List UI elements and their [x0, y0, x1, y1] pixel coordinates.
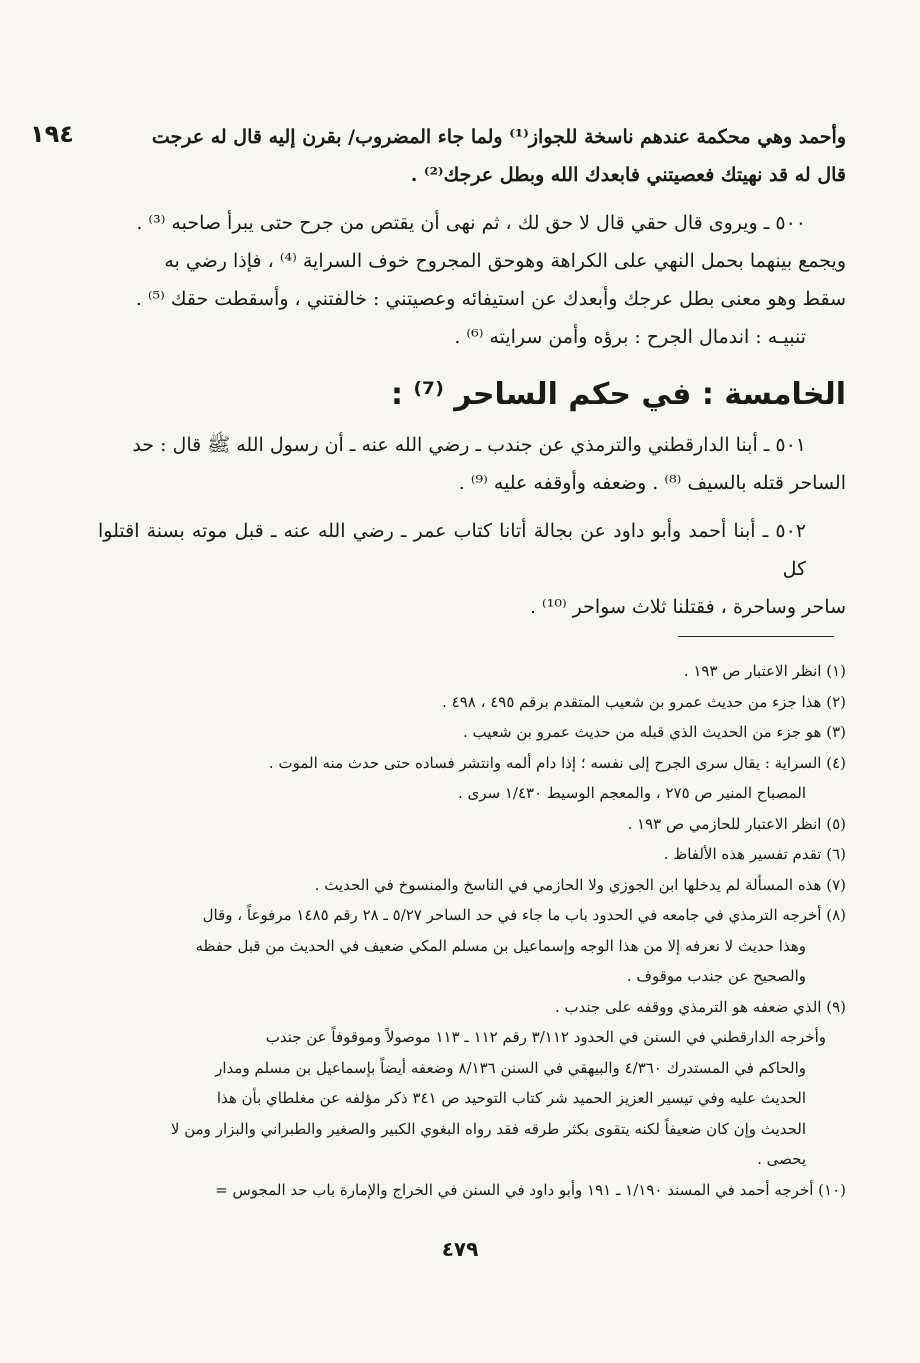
footnote-8-line-2: وهذا حديث لا نعرفه إلا من هذا الوجه وإسماعيل بن مسلم المكي ضعيف في الحديث من قبل حفظه — [195, 936, 806, 955]
notice: تنبيـه : اندمال الجرح : برؤه وأمن سرايته ⁽⁶⁾ . — [454, 326, 806, 348]
item-502-line-1: ٥٠٢ ـ أبنا أحمد وأبو داود عن بجالة أتانا كتاب عمر ـ رضي الله عنه ـ قبل موته بسنة اقتلوا كل — [98, 520, 806, 580]
footnote-8-line-3: والصحيح عن جندب موقوف . — [626, 967, 806, 985]
footnote-9-line-4: الحديث عليه وفي تيسير العزيز الحميد شر كتاب التوحيد ص ٣٤١ ذكر مؤلفه عن مغلطاي بأن هذا — [216, 1089, 806, 1107]
footnote-9: (٩) الذي ضعفه هو الترمذي ووقفه على جندب . — [555, 997, 846, 1016]
footnote-2: (٢) هذا جزء من حديث عمرو بن شعيب المتقدم برقم ٤٩٥ ، ٤٩٨ . — [442, 692, 846, 711]
item-501-line-2: الساحر قتله بالسيف ⁽⁸⁾ . وضعفه وأوقفه عليه ⁽⁹⁾ . — [458, 472, 846, 494]
footnote-7: (٧) هذه المسألة لم يدخلها ابن الجوزي ولا الحازمي في الناسخ والمنسوخ في الحديث . — [314, 875, 846, 894]
footnote-1: (١) انظر الاعتبار ص ١٩٣ . — [683, 662, 846, 680]
item-501 — [98, 426, 846, 502]
section-heading: الخامسة : في حكم الساحر ⁽⁷⁾ : — [390, 377, 846, 412]
footnote-9-line-2: وأخرجه الدارقطني في السنن في الحدود ٣/١١٢ رقم ١١٢ ـ ١١٣ موصولاً وموقوفاً عن جندب — [265, 1028, 826, 1046]
footnote-10: (١٠) أخرجه أحمد في المسند ١/١٩٠ ـ ١٩١ وأبو داود في السنن في الخراج والإمارة باب حد المجوس = — [215, 1180, 846, 1199]
item-500-line-1: ٥٠٠ ـ ويروى قال حقي قال لا حق لك ، ثم نهى أن يقتص من جرح حتى يبرأ صاحبه ⁽³⁾ . — [136, 212, 806, 234]
intro-line-2: قال له قد نهيتك فعصيتني فابعدك الله وبطل عرجك⁽²⁾ . — [410, 164, 846, 186]
main-text — [98, 118, 846, 626]
item-502 — [98, 512, 846, 626]
item-500-line-3: سقط وهو معنى بطل عرجك وأبعدك عن استيفائه وعصيتني : خالفتني ، وأسقطت حقك ⁽⁵⁾ . — [135, 288, 846, 310]
item-500-line-2: ويجمع بينهما بحمل النهي على الكراهة وهوحق المجروح خوف السراية ⁽⁴⁾ ، فإذا رضي به — [164, 250, 846, 272]
footnote-8: (٨) أخرجه الترمذي في جامعه في الحدود باب ما جاء في حد الساحر ٥/٢٧ ـ ٢٨ رقم ١٤٨٥ مرفوعاً ، وقال — [202, 906, 846, 924]
footnote-4: (٤) السراية : يقال سرى الجرح إلى نفسه ؛ إذا دام ألمه وانتشر فساده حتى حدث منه الموت . — [268, 753, 846, 772]
page-number: ٤٧٩ — [441, 1237, 479, 1261]
item-501-line-1: ٥٠١ ـ أبنا الدارقطني والترمذي عن جندب ـ رضي الله عنه ـ أن رسول الله ﷺ قال : حد — [132, 434, 806, 456]
footnote-6: (٦) تقدم تفسير هذه الألفاظ . — [663, 845, 846, 863]
footnote-9-line-3: والحاكم في المستدرك ٤/٣٦٠ والبيهقي في السنن ٨/١٣٦ وضعفه أيضاً بإسماعيل بن مسلم ومدار — [215, 1058, 806, 1077]
footnote-9-line-5: الحديث وإن كان ضعيفاً لكنه يتقوى بكثر طرقه فقد رواه البغوي الكبير والصغير والطبراني والبزار ومن لا — [170, 1119, 806, 1138]
footnote-3: (٣) هو جزء من الحديث الذي قبله من حديث عمرو بن شعيب . — [462, 723, 846, 741]
footnote-9-line-6: يحصى . — [757, 1150, 806, 1168]
item-502-line-2: ساحر وساحرة ، فقتلنا ثلاث سواحر ⁽¹⁰⁾ . — [529, 596, 846, 618]
footnote-4-continuation: المصباح المنير ص ٢٧٥ ، والمعجم الوسيط ١/٤٣٠ سرى . — [457, 784, 806, 802]
footnotes — [98, 656, 846, 1205]
footnote-separator — [678, 636, 834, 637]
item-500 — [98, 204, 846, 318]
intro-line-1: وأحمد وهي محكمة عندهم ناسخة للجواز⁽¹⁾ ولما جاء المضروب/ بقرن إليه قال له عرجت — [151, 126, 846, 148]
footnote-5: (٥) انظر الاعتبار للحازمي ص ١٩٣ . — [627, 814, 846, 833]
margin-page-reference: ١٩٤ — [30, 120, 74, 148]
